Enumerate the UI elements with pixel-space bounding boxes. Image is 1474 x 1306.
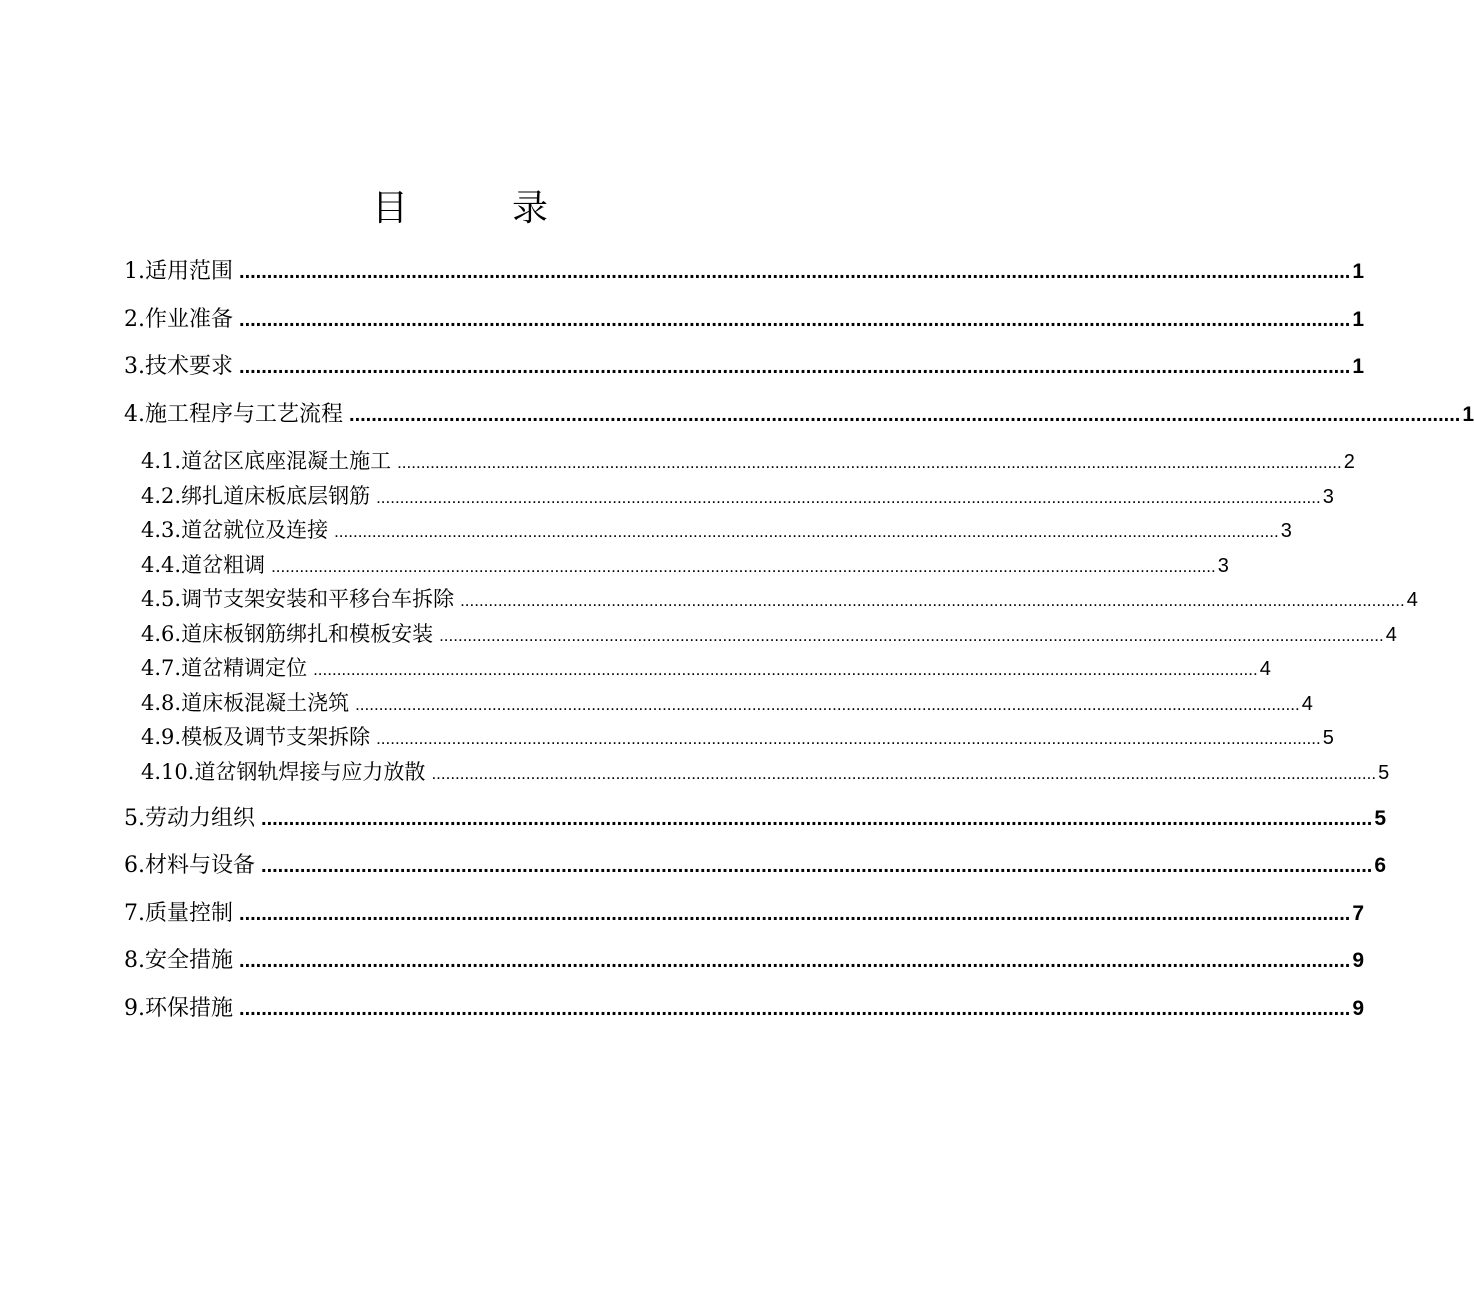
toc-label: 劳动力组织 — [145, 806, 256, 831]
toc-leader: ........................................................................................................................................................................................................ — [355, 695, 1300, 714]
toc-leader: ........................................................................................................................................................................................................ — [239, 998, 1351, 1020]
toc-page: 3 — [1322, 486, 1334, 508]
toc-number: 4.6. — [141, 622, 182, 646]
toc-label: 适用范围 — [145, 259, 234, 284]
toc-page: 2 — [1343, 451, 1355, 473]
toc-subentry[interactable] — [141, 687, 1313, 717]
toc-page: 4 — [1406, 589, 1418, 611]
toc-number: 4.7. — [141, 656, 182, 680]
toc-leader: ........................................................................................................................................................................................................ — [349, 404, 1461, 426]
toc-entry[interactable] — [124, 397, 1474, 428]
toc-page: 4 — [1259, 658, 1271, 680]
toc-page: 1 — [1352, 260, 1365, 283]
toc-subentry[interactable] — [141, 480, 1334, 510]
toc-number: 4.9. — [141, 725, 182, 749]
toc-label: 模板及调节支架拆除 — [181, 725, 371, 749]
toc-leader: ........................................................................................................................................................................................................ — [239, 261, 1351, 283]
toc-leader: ........................................................................................................................................................................................................ — [376, 488, 1321, 507]
toc-page: 3 — [1280, 520, 1292, 542]
toc-leader: ........................................................................................................................................................................................................ — [313, 660, 1258, 679]
toc-page: 1 — [1352, 355, 1365, 378]
toc-label: 质量控制 — [145, 901, 234, 926]
toc-leader: ........................................................................................................................................................................................................ — [261, 855, 1373, 877]
toc-label: 道床板钢筋绑扎和模板安装 — [181, 622, 434, 646]
toc-label: 作业准备 — [145, 307, 234, 332]
toc-label: 材料与设备 — [145, 853, 256, 878]
toc-subentry[interactable] — [141, 549, 1229, 579]
toc-page: 9 — [1352, 949, 1365, 972]
toc-number: 4.4. — [141, 553, 182, 577]
toc-number: 4. — [124, 402, 145, 427]
toc-number: 6. — [124, 853, 145, 878]
toc-leader: ........................................................................................................................................................................................................ — [271, 557, 1216, 576]
toc-leader: ........................................................................................................................................................................................................ — [439, 626, 1384, 645]
toc-entry[interactable] — [124, 943, 1365, 974]
toc-label: 道床板混凝土浇筑 — [181, 691, 350, 715]
toc-page: 1 — [1462, 403, 1474, 426]
toc-number: 4.10. — [141, 760, 195, 784]
toc-leader: ........................................................................................................................................................................................................ — [261, 808, 1373, 830]
toc-page: 4 — [1301, 693, 1313, 715]
toc-label: 安全措施 — [145, 948, 234, 973]
toc-label: 施工程序与工艺流程 — [145, 402, 344, 427]
toc-entry[interactable] — [124, 848, 1387, 879]
toc-label: 道岔精调定位 — [181, 656, 308, 680]
toc-page: 7 — [1352, 902, 1365, 925]
toc-subentry[interactable] — [141, 756, 1390, 786]
toc-subentry[interactable] — [141, 445, 1355, 475]
toc-entry[interactable] — [124, 349, 1365, 380]
toc-leader: ........................................................................................................................................................................................................ — [431, 764, 1377, 783]
toc-entry[interactable] — [124, 896, 1365, 927]
toc-number: 3. — [124, 354, 145, 379]
toc-subentry[interactable] — [141, 721, 1334, 751]
toc-page: 9 — [1352, 997, 1365, 1020]
toc-page: 6 — [1374, 854, 1387, 877]
toc-entry[interactable] — [124, 801, 1387, 832]
toc-leader: ........................................................................................................................................................................................................ — [239, 903, 1351, 925]
toc-label: 技术要求 — [145, 354, 234, 379]
toc-leader: ........................................................................................................................................................................................................ — [239, 950, 1351, 972]
toc-page: 5 — [1322, 727, 1334, 749]
toc-page: 3 — [1217, 555, 1229, 577]
toc-label: 道岔粗调 — [181, 553, 266, 577]
toc-number: 1. — [124, 259, 145, 284]
toc-label: 绑扎道床板底层钢筋 — [181, 484, 371, 508]
toc-page: 5 — [1374, 807, 1387, 830]
toc-subentry[interactable] — [141, 652, 1271, 682]
toc-label: 道岔钢轨焊接与应力放散 — [194, 760, 426, 784]
toc-number: 4.3. — [141, 518, 182, 542]
toc-leader: ........................................................................................................................................................................................................ — [460, 591, 1405, 610]
toc-page: 5 — [1378, 762, 1390, 784]
toc-leader: ........................................................................................................................................................................................................ — [376, 729, 1321, 748]
toc-entry[interactable] — [124, 254, 1365, 285]
toc-leader: ........................................................................................................................................................................................................ — [397, 453, 1342, 472]
toc-leader: ........................................................................................................................................................................................................ — [334, 522, 1279, 541]
toc-number: 7. — [124, 901, 145, 926]
toc-subentry[interactable] — [141, 583, 1418, 613]
toc-page: 4 — [1385, 624, 1397, 646]
toc-subentry[interactable] — [141, 618, 1397, 648]
toc-number: 4.1. — [141, 449, 182, 473]
toc-leader: ........................................................................................................................................................................................................ — [239, 309, 1351, 331]
toc-label: 道岔区底座混凝土施工 — [181, 449, 392, 473]
toc-number: 4.8. — [141, 691, 182, 715]
toc-number: 8. — [124, 948, 145, 973]
toc-entry[interactable] — [124, 302, 1365, 333]
toc-entry[interactable] — [124, 991, 1365, 1022]
toc-leader: ........................................................................................................................................................................................................ — [239, 356, 1351, 378]
toc-label: 环保措施 — [145, 996, 234, 1021]
toc-label: 道岔就位及连接 — [181, 518, 329, 542]
toc-number: 5. — [124, 806, 145, 831]
toc-number: 2. — [124, 307, 145, 332]
toc-subentry[interactable] — [141, 514, 1292, 544]
page-title: 目 录 — [371, 188, 582, 229]
toc-page: 1 — [1352, 308, 1365, 331]
toc-label: 调节支架安装和平移台车拆除 — [181, 587, 455, 611]
toc-number: 4.5. — [141, 587, 182, 611]
toc-number: 4.2. — [141, 484, 182, 508]
toc-number: 9. — [124, 996, 145, 1021]
